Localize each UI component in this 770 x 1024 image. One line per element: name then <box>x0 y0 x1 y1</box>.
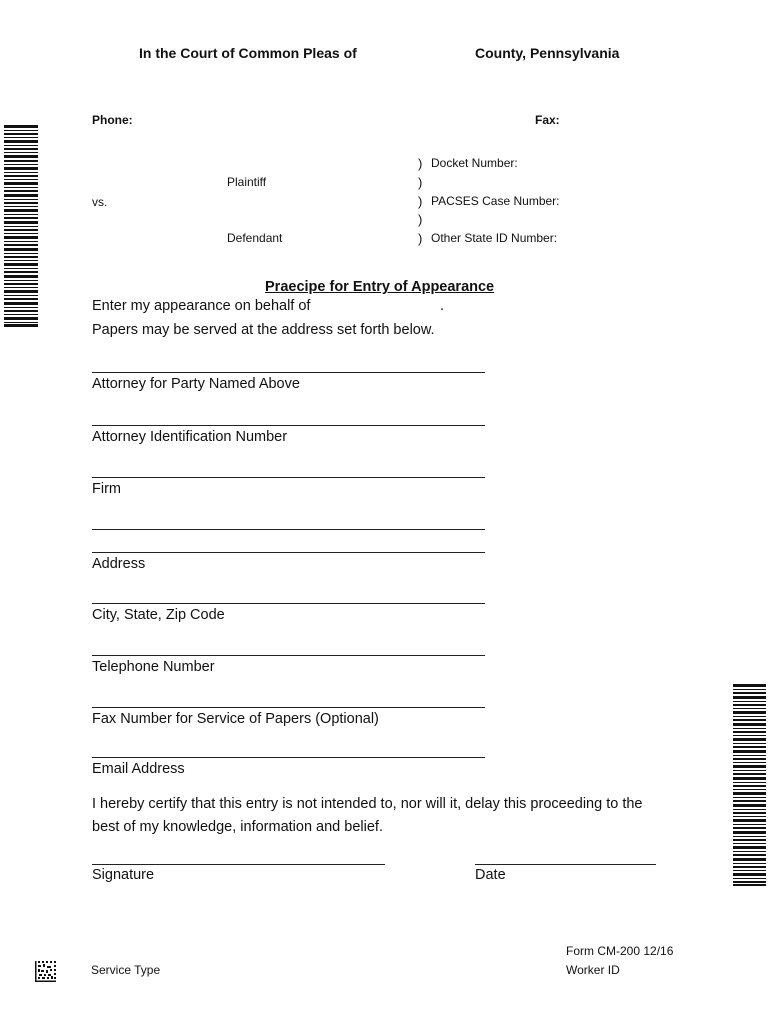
vs-label: vs. <box>92 195 108 209</box>
attorney-id-label: Attorney Identification Number <box>92 429 288 445</box>
fax-service-line[interactable] <box>92 707 485 708</box>
attorney-label: Attorney for Party Named Above <box>92 376 300 392</box>
appearance-line-period: . <box>440 298 445 314</box>
county-suffix: County, Pennsylvania <box>475 45 620 61</box>
date-line[interactable] <box>475 864 656 865</box>
datamatrix-icon <box>35 961 56 982</box>
form-id: Form CM-200 12/16 <box>566 944 674 958</box>
telephone-label: Telephone Number <box>92 659 215 675</box>
appearance-line: Enter my appearance on behalf of <box>92 298 311 314</box>
plaintiff-label: Plaintiff <box>227 175 267 189</box>
city-state-zip-line[interactable] <box>92 603 485 604</box>
phone-label: Phone: <box>92 113 133 127</box>
docket-number-label: Docket Number: <box>431 156 518 170</box>
attorney-id-line[interactable] <box>92 425 485 426</box>
address-line-2[interactable] <box>92 552 485 553</box>
worker-id-label: Worker ID <box>566 963 620 977</box>
service-line: Papers may be served at the address set forth below. <box>92 322 435 338</box>
fax-label: Fax: <box>535 113 560 127</box>
signature-label: Signature <box>92 867 155 883</box>
court-prefix: In the Court of Common Pleas of <box>139 45 357 61</box>
date-label: Date <box>475 867 506 883</box>
firm-label: Firm <box>92 481 121 497</box>
caption-paren: ) <box>418 194 423 209</box>
pacses-case-number-label: PACSES Case Number: <box>431 194 560 208</box>
right-barcode-icon <box>733 684 766 886</box>
email-line[interactable] <box>92 757 485 758</box>
telephone-line[interactable] <box>92 655 485 656</box>
city-state-zip-label: City, State, Zip Code <box>92 607 225 623</box>
address-label: Address <box>92 556 146 572</box>
signature-line[interactable] <box>92 864 385 865</box>
attorney-signature-line[interactable] <box>92 372 485 373</box>
certification-line-1: I hereby certify that this entry is not intended to, nor will it, delay this proceeding to the <box>92 796 643 812</box>
caption-paren: ) <box>418 231 423 246</box>
address-line-1[interactable] <box>92 529 485 530</box>
caption-paren: ) <box>418 212 423 227</box>
praecipe-title: Praecipe for Entry of Appearance <box>265 279 495 295</box>
other-state-id-label: Other State ID Number: <box>431 231 558 245</box>
defendant-label: Defendant <box>227 231 283 245</box>
fax-service-label: Fax Number for Service of Papers (Optional) <box>92 711 379 727</box>
left-barcode-icon <box>4 125 38 327</box>
caption-paren: ) <box>418 175 423 190</box>
service-type-label: Service Type <box>91 963 161 977</box>
email-label: Email Address <box>92 761 185 777</box>
caption-paren: ) <box>418 156 423 171</box>
certification-line-2: best of my knowledge, information and belief. <box>92 819 383 835</box>
firm-line[interactable] <box>92 477 485 478</box>
